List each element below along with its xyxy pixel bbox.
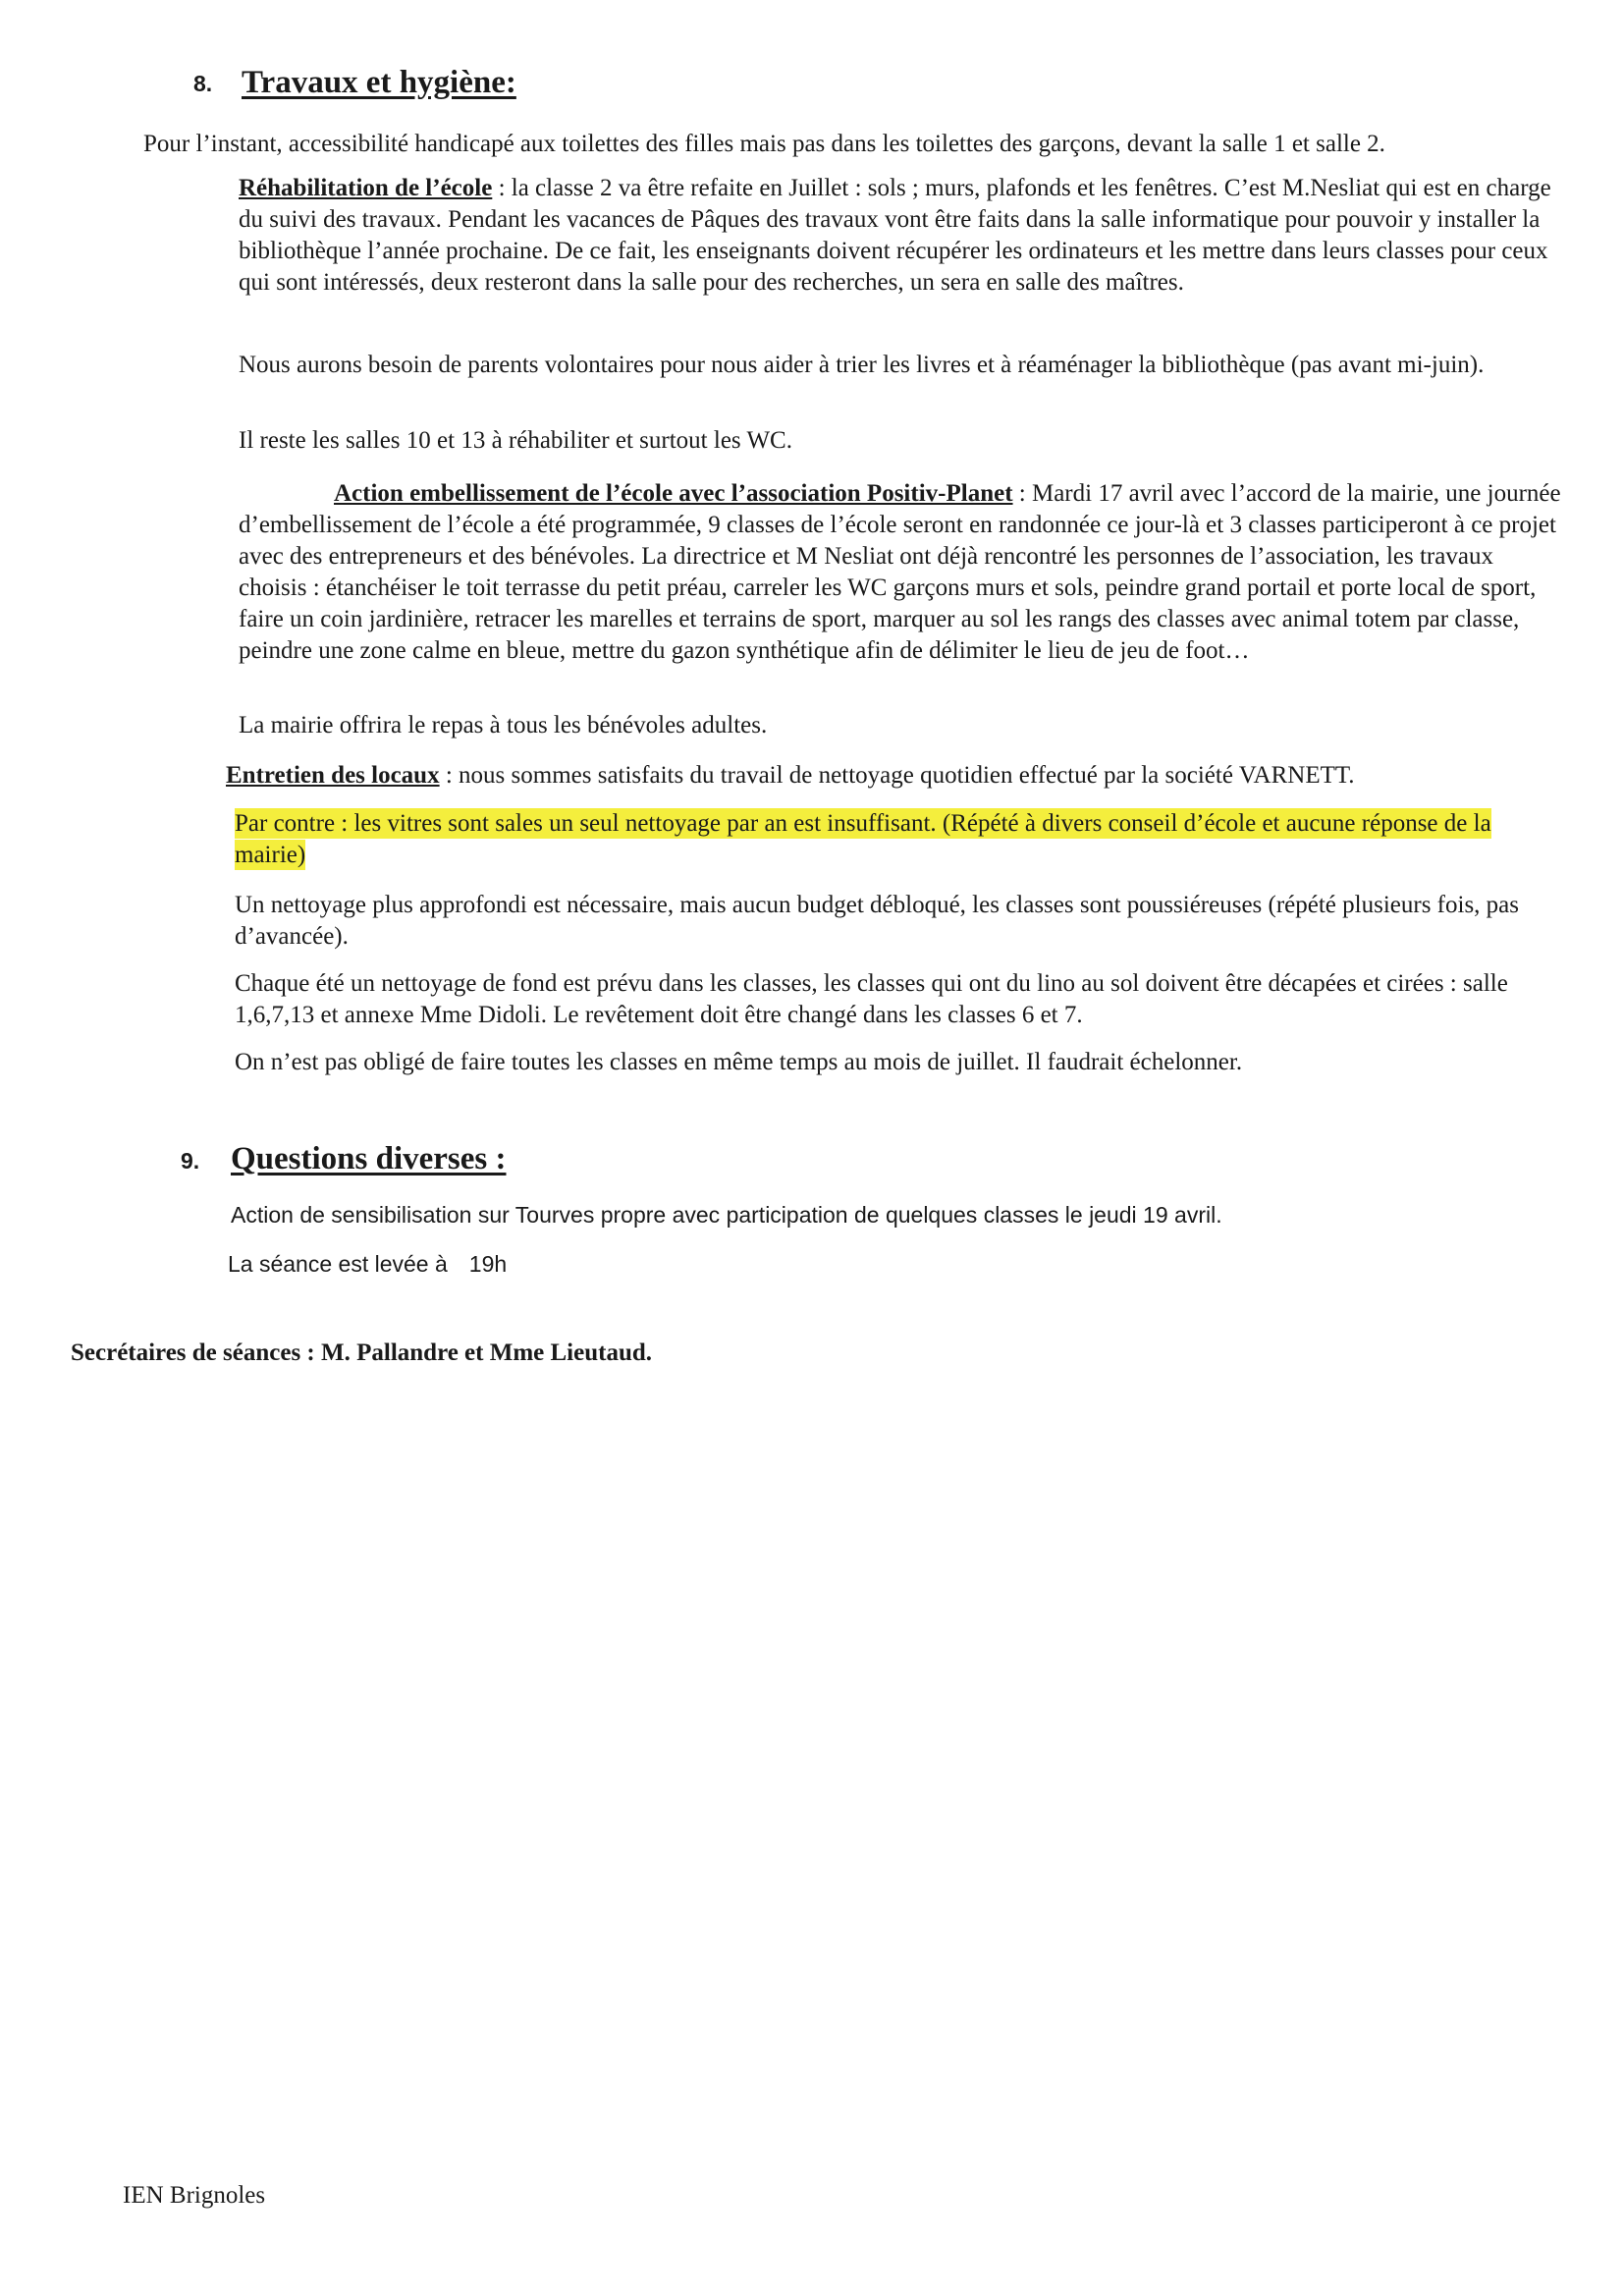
- maintenance-lead: Entretien des locaux: [226, 762, 440, 789]
- stagger-paragraph: On n’est pas obligé de faire toutes les classes en même temps au mois de juillet. Il faudrait échelonner.: [235, 1049, 1243, 1075]
- footer-text: IEN Brignoles: [123, 2182, 266, 2209]
- section-8-number: 8.: [193, 71, 213, 96]
- remaining-paragraph: Il reste les salles 10 et 13 à réhabiliter et surtout les WC.: [239, 427, 792, 454]
- secretaries: Secrétaires de séances : M. Pallandre et Mme Lieutaud.: [71, 1339, 653, 1366]
- closing-label: La séance est levée à: [228, 1251, 448, 1277]
- windows-highlight-paragraph: [235, 808, 1550, 871]
- closing-time: 19h: [468, 1251, 508, 1277]
- rehab-lead: Réhabilitation de l’école: [239, 175, 493, 201]
- section-9-title: Questions diverses :: [231, 1141, 507, 1176]
- intro-paragraph: Pour l’instant, accessibilité handicapé aux toilettes des filles mais pas dans les toilettes des garçons, devant la salle 1 et salle 2.: [143, 131, 1385, 157]
- action-lead: Action embellissement de l’école avec l’association Positiv-Planet: [334, 480, 1013, 507]
- meal-paragraph: La mairie offrira le repas à tous les bénévoles adultes.: [239, 712, 768, 738]
- deep-clean-paragraph: Un nettoyage plus approfondi est nécessaire, mais aucun budget débloqué, les classes sont poussiéreuses (répété plusieurs fois, pas d’avancée).: [235, 892, 1519, 950]
- section-9-number: 9.: [181, 1148, 200, 1174]
- section-9-item: Action de sensibilisation sur Tourves propre avec participation de quelques classes le jeudi 19 avril.: [231, 1202, 1222, 1228]
- volunteers-paragraph: Nous aurons besoin de parents volontaires pour nous aider à trier les livres et à réaménager la bibliothèque (pas avant mi-juin).: [239, 352, 1485, 378]
- rehab-text: : la classe 2 va être refaite en Juillet : sols ; murs, plafonds et les fenêtres. C’est M.Nesliat qui est en charge du suivi des travaux. Pendant les vacances de Pâques des travaux vont être faits dans la salle informatique pour pouvoir y installer la bibliothèque l’année prochaine. De ce fait, les enseignants doivent récupérer les ordinateurs et les mettre dans leurs classes pour ceux qui sont intéressés, deux resteront dans la salle pour des recherches, un sera en salle des maîtres.: [239, 175, 1551, 296]
- maintenance-paragraph: [226, 760, 1581, 792]
- summer-paragraph: Chaque été un nettoyage de fond est prévu dans les classes, les classes qui ont du lino au sol doivent être décapées et cirées : salle 1,6,7,13 et annexe Mme Didoli. Le revêtement doit être changé dans les classes 6 et 7.: [235, 970, 1508, 1028]
- action-text: : Mardi 17 avril avec l’accord de la mairie, une journée d’embellissement de l’école a été programmée, 9 classes de l’école seront en randonnée ce jour-là et 3 classes participeront à ce projet avec des entrepreneurs et des bénévoles. La directrice et M Nesliat ont déjà rencontré les personnes de l’association, les travaux choisis : étanchéiser le toit terrasse du petit préau, carreler les WC garçons murs et sols, peindre grand portail et porte local de sport, faire un coin jardinière, retracer les marelles et terrains de sport, marquer au sol les rangs des classes avec animal totem par classe, peindre une zone calme en bleue, mettre du gazon synthétique afin de délimiter le lieu de jeu de foot…: [239, 480, 1561, 664]
- section-8-title: Travaux et hygiène:: [242, 65, 516, 100]
- maintenance-text: : nous sommes satisfaits du travail de nettoyage quotidien effectué par la société VARNETT.: [439, 762, 1355, 789]
- rehab-paragraph: [239, 173, 1559, 299]
- closing-line: [228, 1249, 817, 1279]
- action-paragraph: [239, 478, 1564, 667]
- highlighted-text: Par contre : les vitres sont sales un seul nettoyage par an est insuffisant. (Répété à divers conseil d’école et aucune réponse de la mairie): [235, 810, 1491, 868]
